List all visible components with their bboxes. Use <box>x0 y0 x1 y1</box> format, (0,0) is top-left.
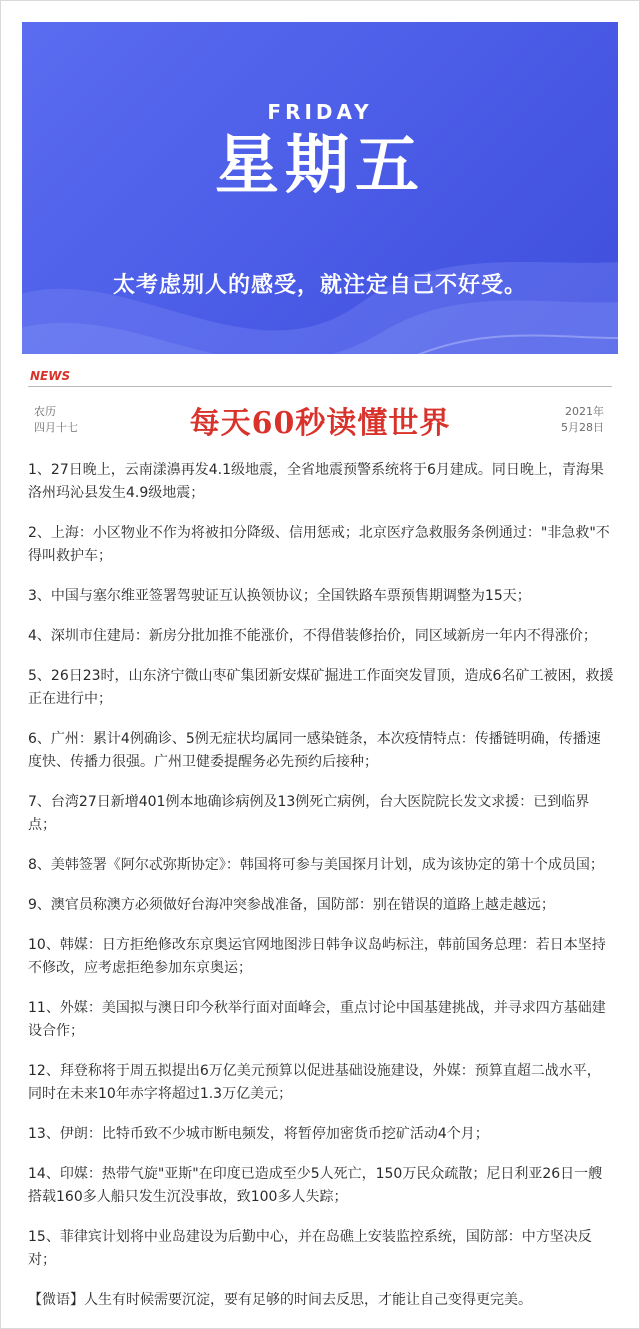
news-item: 14、印媒：热带气旋"亚斯"在印度已造成至少5人死亡，150万民众疏散；尼日利亚26日一艘搭载160多人船只发生沉没事故，致100多人失踪； <box>28 1166 603 1205</box>
news-item: 5、26日23时，山东济宁微山枣矿集团新安煤矿掘进工作面突发冒顶，造成6名矿工被困，救援正在进行中； <box>28 668 614 707</box>
news-item: 15、菲律宾计划将中业岛建设为后勤中心，并在岛礁上安装监控系统，国防部：中方坚决反对； <box>28 1229 592 1268</box>
news-item: 12、拜登称将于周五拟提出6万亿美元预算以促进基础设施建设，外媒：预算直超二战水平，同时在未来10年赤字将超过1.3万亿美元； <box>28 1063 601 1102</box>
news-list <box>28 459 614 1312</box>
news-item: 13、伊朗：比特币致不少城市断电频发，将暂停加密货币挖矿活动4个月； <box>28 1126 489 1142</box>
day-english: FRIDAY <box>267 100 373 124</box>
news-item: 9、澳官员称澳方必须做好台海冲突参战准备，国防部：别在错误的道路上越走越远； <box>28 897 555 913</box>
news-item: 4、深圳市住建局：新房分批加推不能涨价，不得借装修抬价，同区域新房一年内不得涨价； <box>28 628 597 644</box>
news-item: 3、中国与塞尔维亚签署驾驶证互认换领协议；全国铁路车票预售期调整为15天； <box>28 588 531 604</box>
day-chinese: 星期五 <box>215 129 425 203</box>
news-item: 2、上海：小区物业不作为将被扣分降级、信用惩戒；北京医疗急救服务条例通过："非急救"不得叫救护车； <box>28 525 610 564</box>
banner-quote: 太考虑别人的感受，就注定自己不好受。 <box>112 273 527 298</box>
lunar-date: 四月十七 <box>34 421 78 434</box>
date-label: 5月28日 <box>561 421 604 434</box>
news-tag: NEWS <box>30 369 71 383</box>
footer-quote: 【微语】人生有时候需要沉淀，要有足够的时间去反思，才能让自己变得更完美。 <box>28 1292 532 1308</box>
news-item: 10、韩媒：日方拒绝修改东京奥运官网地图涉日韩争议岛屿标注，韩前国务总理：若日本坚持不修改，应考虑拒绝参加东京奥运； <box>28 937 606 976</box>
news-item: 8、美韩签署《阿尔忒弥斯协定》：韩国将可参与美国探月计划，成为该协定的第十个成员国； <box>28 857 604 873</box>
news-item: 6、广州：累计4例确诊、5例无症状均属同一感染链条，本次疫情特点：传播链明确，传播速度快、传播力很强。广州卫健委提醒务必先预约后接种； <box>28 731 601 770</box>
solar-date-block <box>561 404 604 436</box>
lunar-label: 农历 <box>34 405 56 418</box>
page-title: 每天60秒读懂世界 <box>189 406 451 441</box>
year-label: 2021年 <box>565 405 604 418</box>
news-item: 7、台湾27日新增401例本地确诊病例及13例死亡病例，台大医院院长发文求援：已到临界点； <box>28 794 590 833</box>
day-banner <box>22 22 618 354</box>
header-divider <box>28 386 612 387</box>
news-item: 11、外媒：美国拟与澳日印今秋举行面对面峰会，重点讨论中国基建挑战，并寻求四方基础建设合作； <box>28 1000 606 1039</box>
news-item: 1、27日晚上，云南漾濞再发4.1级地震，全省地震预警系统将于6月建成。同日晚上，青海果洛州玛沁县发生4.9级地震； <box>28 462 604 501</box>
